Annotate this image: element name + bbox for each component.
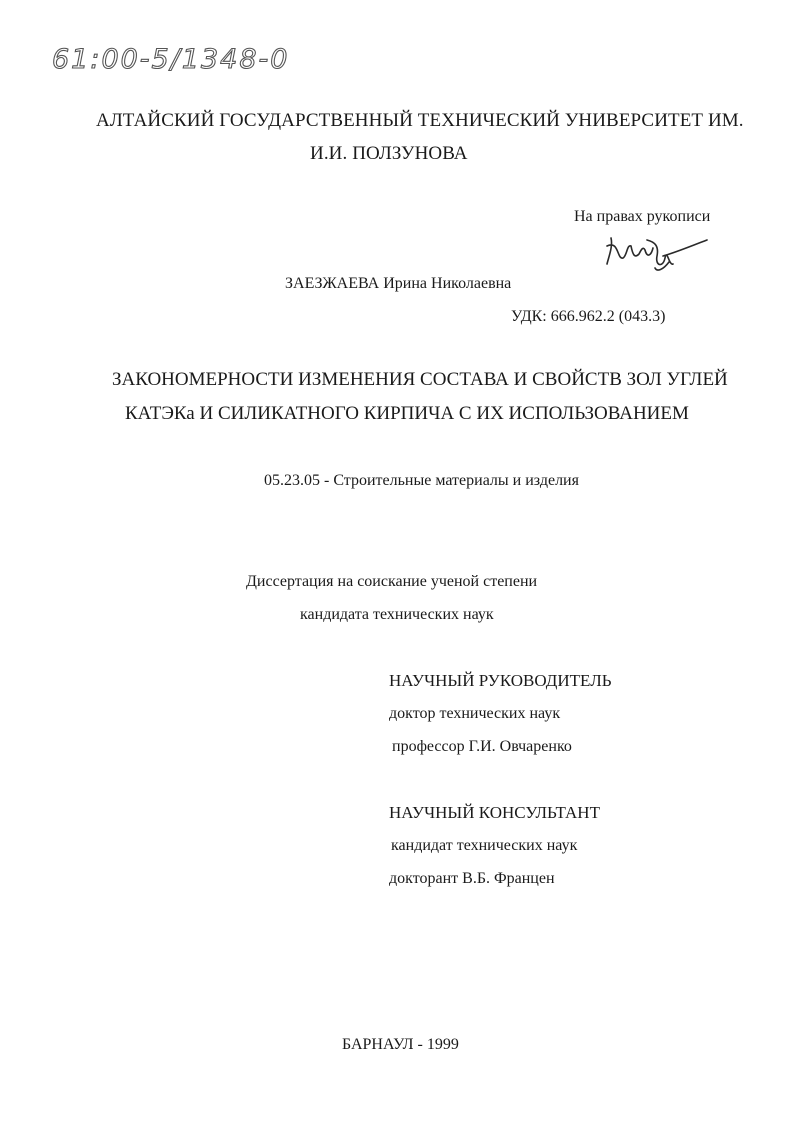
- consultant-degree: кандидат технических наук: [391, 837, 578, 854]
- manuscript-rights: На правах рукописи: [574, 208, 711, 225]
- thesis-title-line-2: КАТЭКа И СИЛИКАТНОГО КИРПИЧА С ИХ ИСПОЛЬЗОВАНИЕМ: [125, 403, 689, 424]
- author-name: ЗАЕЗЖАЕВА Ирина Николаевна: [285, 275, 512, 292]
- degree-line-1: Диссертация на соискание ученой степени: [246, 573, 538, 590]
- degree-line-2: кандидата технических наук: [300, 606, 494, 623]
- udc-code: УДК: 666.962.2 (043.3): [511, 308, 666, 325]
- supervisor-name: профессор Г.И. Овчаренко: [392, 738, 572, 755]
- supervisor-degree: доктор технических наук: [389, 705, 561, 722]
- university-line-1: АЛТАЙСКИЙ ГОСУДАРСТВЕННЫЙ ТЕХНИЧЕСКИЙ УНИВЕРСИТЕТ ИМ.: [96, 110, 744, 131]
- signature-icon: [603, 226, 713, 276]
- thesis-title-line-1: ЗАКОНОМЕРНОСТИ ИЗМЕНЕНИЯ СОСТАВА И СВОЙСТВ ЗОЛ УГЛЕЙ: [112, 369, 728, 390]
- consultant-heading: НАУЧНЫЙ КОНСУЛЬТАНТ: [389, 803, 600, 822]
- university-line-2: И.И. ПОЛЗУНОВА: [310, 143, 468, 164]
- archive-stamp: 61:00-5/1348-0: [52, 44, 290, 75]
- consultant-name: докторант В.Б. Францен: [389, 870, 555, 887]
- specialty: 05.23.05 - Строительные материалы и изделия: [264, 472, 579, 489]
- place-year: БАРНАУЛ - 1999: [342, 1036, 459, 1053]
- supervisor-heading: НАУЧНЫЙ РУКОВОДИТЕЛЬ: [389, 671, 612, 690]
